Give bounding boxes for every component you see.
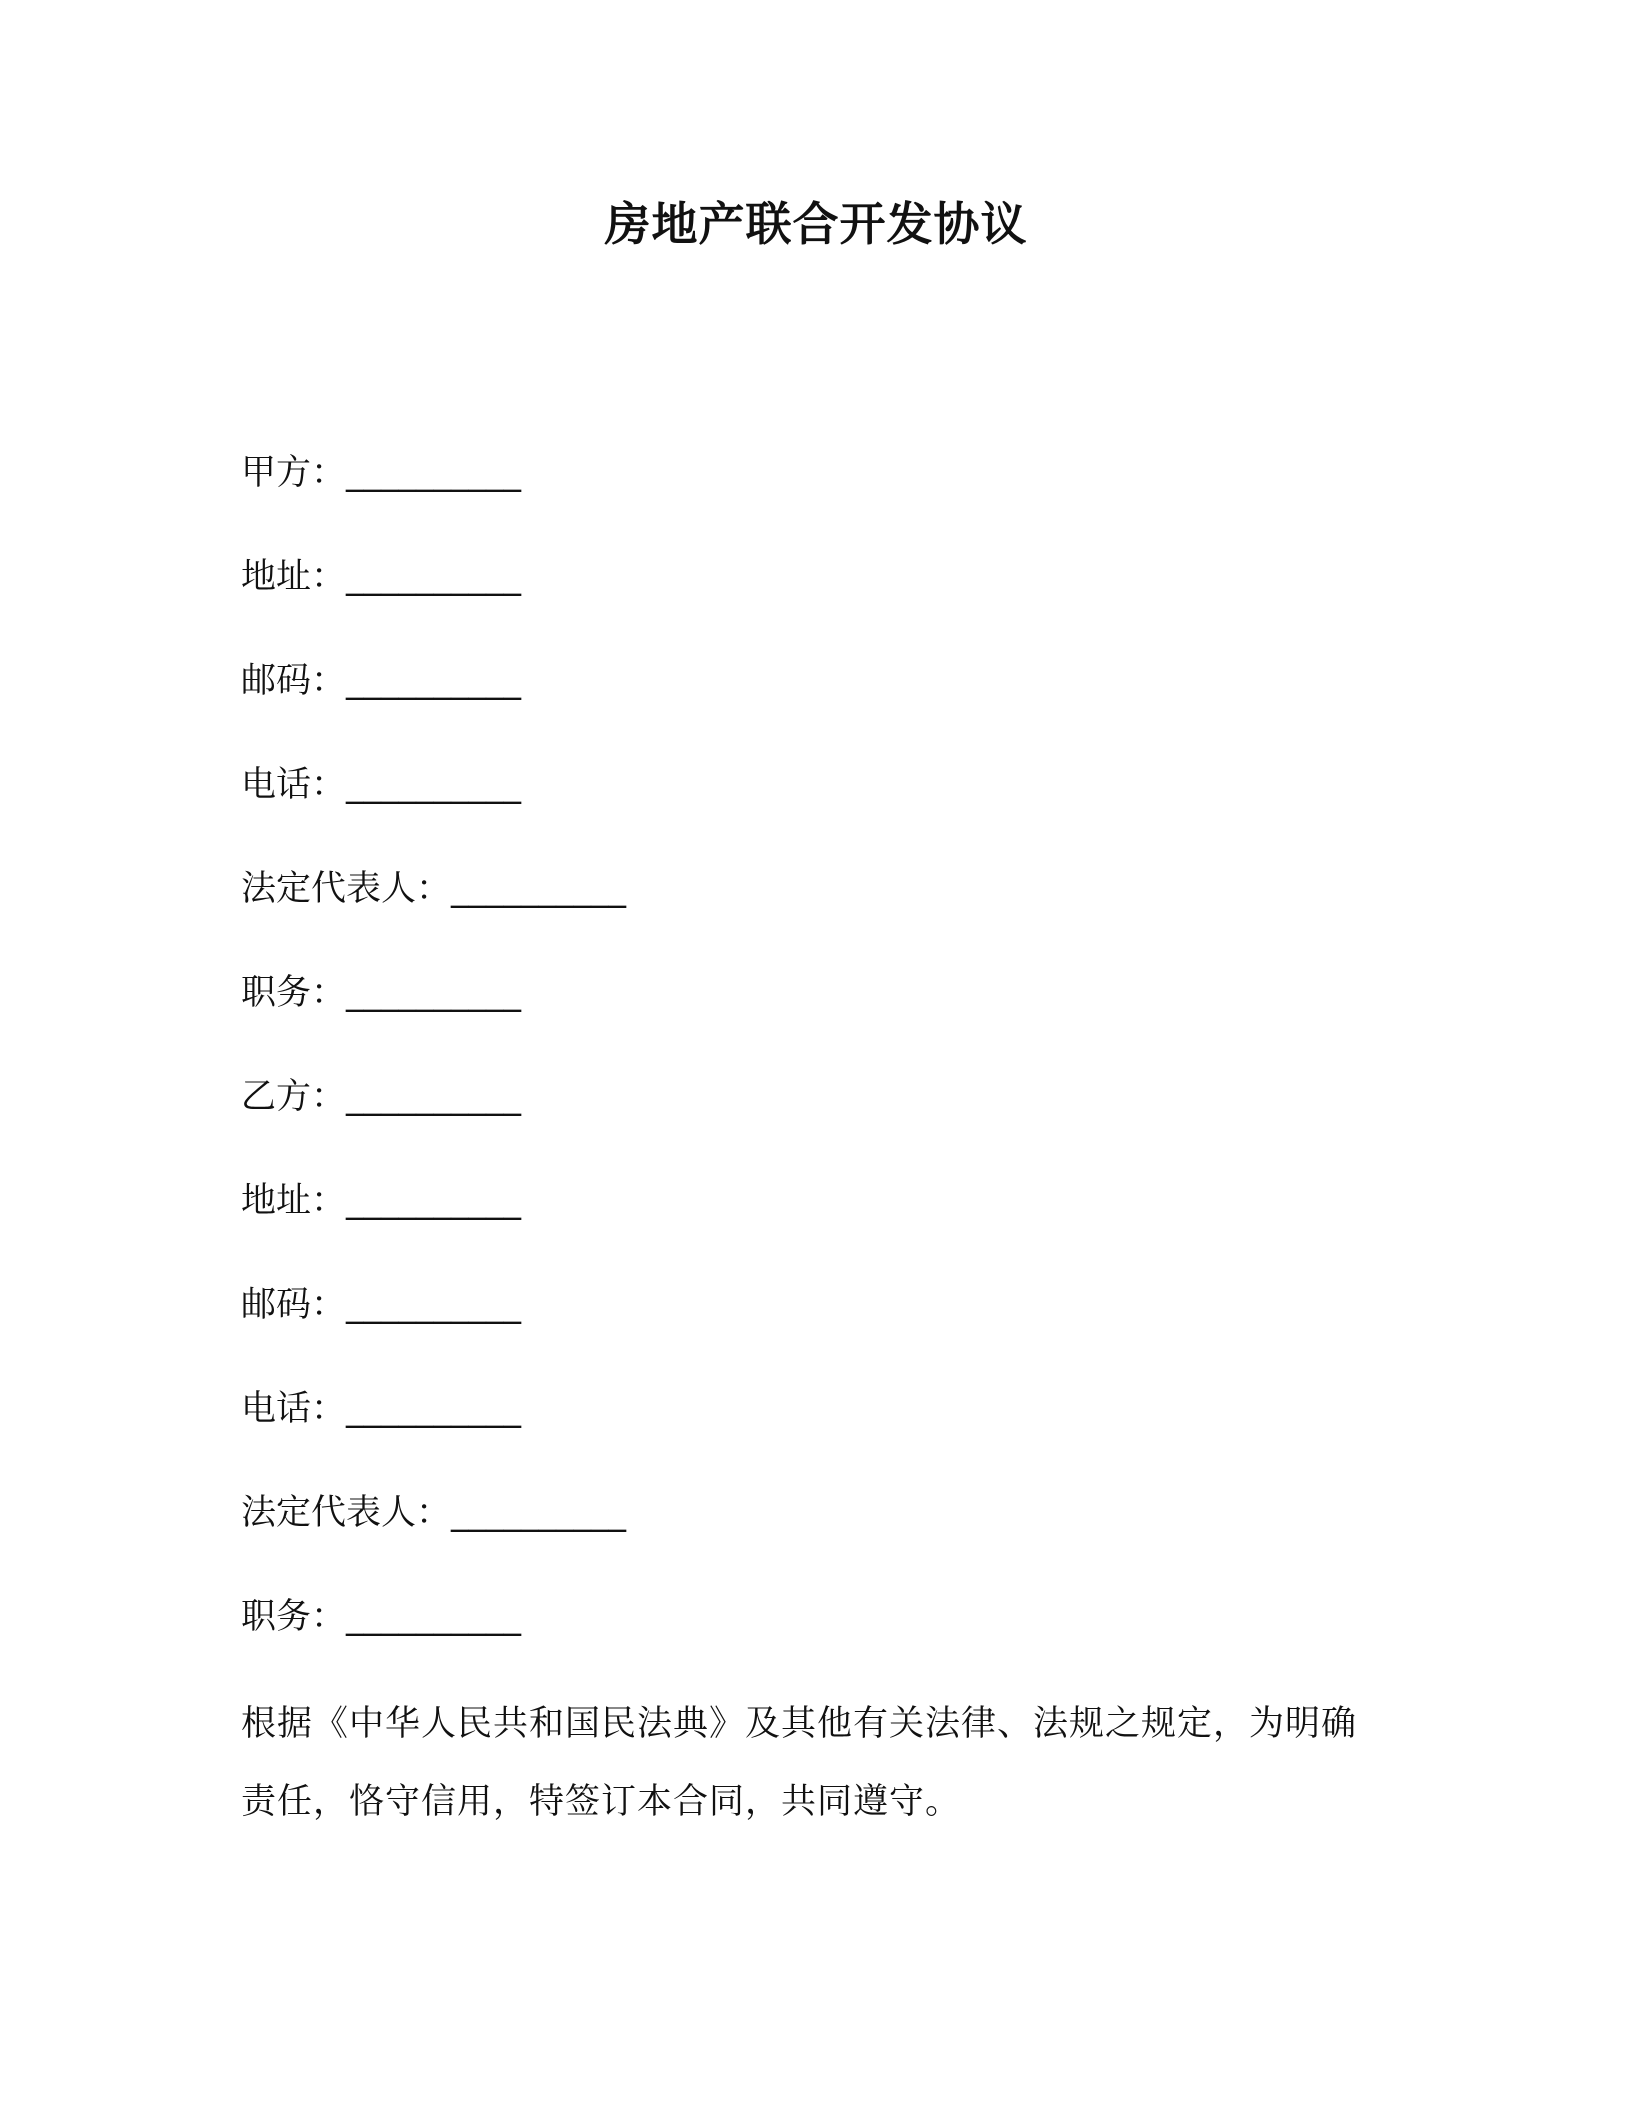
intro-paragraph: 根据《中华人民共和国民法典》及其他有关法律、法规之规定，为明确责任，恪守信用，特签订本合同，共同遵守。 — [241, 1704, 1358, 1822]
document-title: 房地产联合开发协议 — [604, 197, 1028, 251]
party-a-postcode-field: 邮码：__________ — [241, 661, 522, 701]
party-b-postcode-field: 邮码：__________ — [241, 1285, 522, 1325]
party-a-position-field: 职务：__________ — [241, 973, 522, 1013]
party-b-name-field: 乙方：__________ — [241, 1077, 522, 1117]
party-info-fields — [241, 445, 1441, 1693]
party-b-address-field: 地址：__________ — [241, 1181, 522, 1221]
party-a-phone-field: 电话：__________ — [241, 765, 522, 805]
party-b-phone-field: 电话：__________ — [241, 1389, 522, 1429]
party-a-name-field: 甲方：__________ — [241, 453, 522, 493]
party-a-address-field: 地址：__________ — [241, 557, 522, 597]
party-b-legal-representative-field: 法定代表人：__________ — [241, 1493, 627, 1533]
party-b-position-field: 职务：__________ — [241, 1597, 522, 1637]
party-a-legal-representative-field: 法定代表人：__________ — [241, 869, 627, 909]
